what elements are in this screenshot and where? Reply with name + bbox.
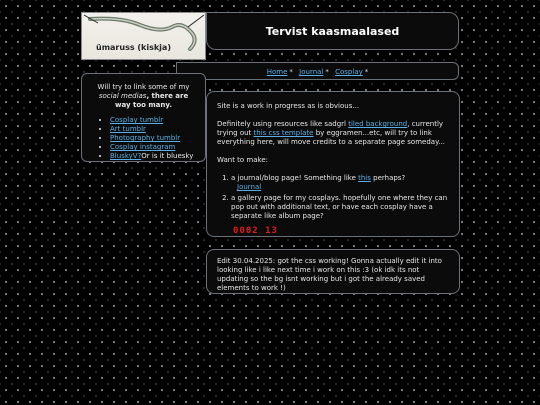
bluesky-note: Or is it bluesky <box>141 152 194 160</box>
tiled-background-link[interactable]: tiled background <box>348 120 408 128</box>
todo-item-2-text: a gallery page for my cosplays. hopefully one where they can pop out with additional text, or have each cosplay have a separate like album page? <box>231 194 448 220</box>
edit-note-text: Edit 30.04.2025: got the css working! Gonna actually edit it into looking like i like next time i work on this :3 (ok idk its not updating so the bg isnt working but i got the already saved elements to work !) <box>217 257 442 292</box>
sidebar-intro-bold: , there are way too many. <box>115 92 189 109</box>
hit-counter: 0002 13 <box>233 226 278 236</box>
credits-text-c: by eggramen...etc, will try to link everything here, will move credits to a separate page someday... <box>217 129 445 146</box>
nav-separator: * <box>289 68 293 76</box>
journal-link[interactable]: Journal <box>237 183 262 191</box>
intro-paragraph: Site is a work in progress as is obvious... <box>217 102 360 110</box>
todo-list <box>217 174 449 221</box>
credits-text-a: Definitely using resources like sadgrl <box>217 120 349 128</box>
credits-text-b: , currently trying out <box>217 120 444 137</box>
credits-paragraph <box>217 120 449 147</box>
css-template-link[interactable]: this css template <box>253 129 314 137</box>
link-bluesky[interactable]: BluskyV? <box>110 152 142 160</box>
list-item <box>110 116 197 125</box>
page-title: Tervist kaasmaalased <box>265 25 400 38</box>
todo-item-1-suffix: perhaps? <box>370 174 406 182</box>
list-item <box>110 134 197 143</box>
list-item <box>231 174 449 192</box>
link-photography-tumblr[interactable]: Photography tumblr <box>110 134 181 142</box>
want-heading: Want to make: <box>217 156 268 164</box>
nav-link-home[interactable]: Home <box>266 68 288 76</box>
sidebar <box>81 73 206 162</box>
sidebar-intro <box>90 83 197 110</box>
todo-item-1-text: a journal/blog page! Something like <box>231 174 359 182</box>
header-image <box>81 12 206 60</box>
main-content <box>206 91 460 237</box>
nav-bar <box>176 62 459 80</box>
list-item <box>110 125 197 134</box>
link-art-tumblr[interactable]: Art tumblr <box>110 125 146 133</box>
link-cosplay-tumblr[interactable]: Cosplay tumblr <box>110 116 164 124</box>
sidebar-intro-text: Will try to link some of my <box>97 83 190 91</box>
nav-separator: * <box>364 68 369 76</box>
edit-note <box>206 249 460 294</box>
header-image-caption: ümaruss (kiskja) <box>96 43 171 52</box>
list-item <box>231 194 449 221</box>
link-cosplay-instagram[interactable]: Cosplay instagram <box>110 143 176 151</box>
sidebar-intro-emphasis: social medias <box>98 92 147 100</box>
nav-link-cosplay[interactable]: Cosplay <box>335 68 363 76</box>
list-item <box>110 152 197 161</box>
blog-example-link[interactable]: this <box>358 174 371 182</box>
social-links-list <box>90 116 197 161</box>
worm-illustration <box>82 13 206 60</box>
nav-separator: * <box>325 68 329 76</box>
title-box <box>206 12 459 50</box>
list-item <box>110 143 197 152</box>
nav-link-journal[interactable]: Journal <box>299 68 324 76</box>
